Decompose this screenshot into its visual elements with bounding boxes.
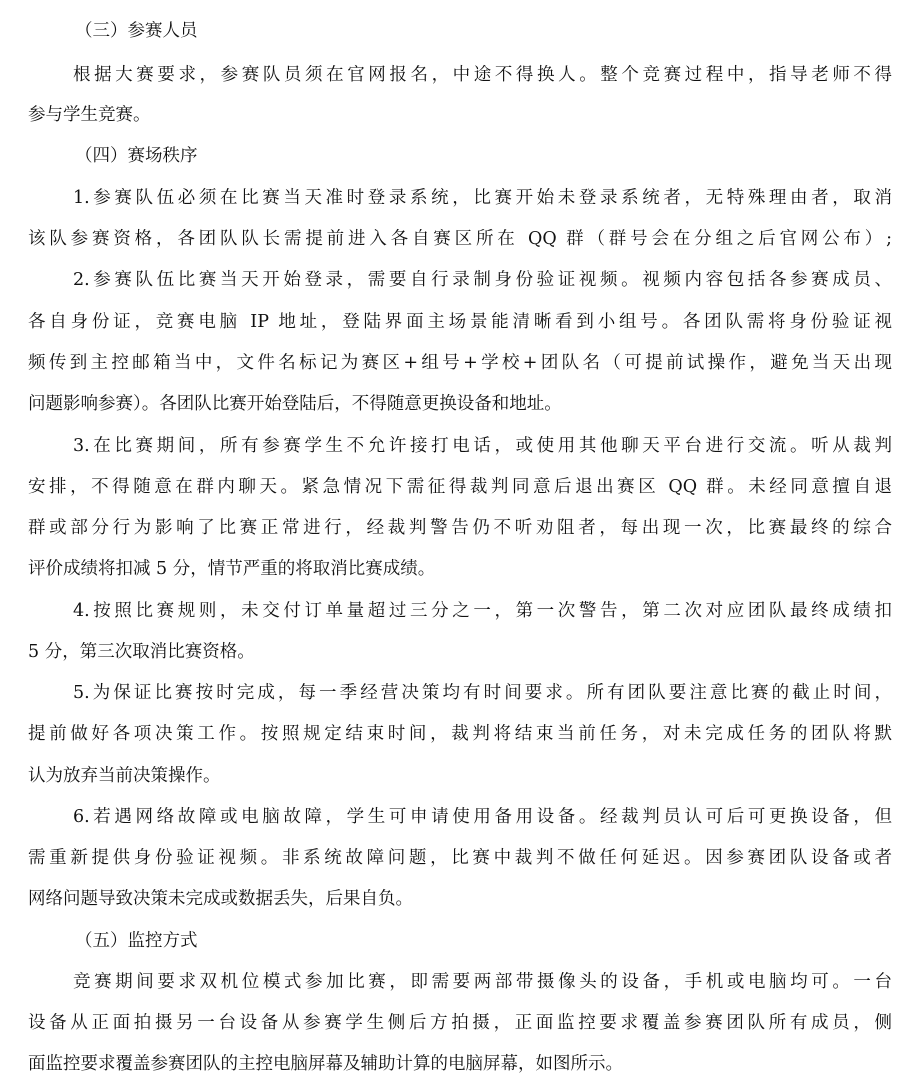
section-heading-5: （五）监控方式	[75, 931, 198, 951]
paragraph-line: 各自身份证，竞赛电脑 IP 地址，登陆界面主场景能清晰看到小组号。各团队需将身份验证视	[28, 312, 892, 332]
paragraph-line: 该队参赛资格，各团队队长需提前进入各自赛区所在 QQ 群（群号会在分组之后官网公布）;	[28, 229, 892, 249]
paragraph-line: 1.参赛队伍必须在比赛当天准时登录系统，比赛开始未登录系统者，无特殊理由者，取消	[73, 188, 892, 208]
paragraph-line: 安排，不得随意在群内聊天。紧急情况下需征得裁判同意后退出赛区 QQ 群。未经同意擅自退	[28, 477, 892, 497]
paragraph-line: 需重新提供身份验证视频。非系统故障问题，比赛中裁判不做任何延迟。因参赛团队设备或者	[28, 848, 892, 868]
paragraph-line: 5 分，第三次取消比赛资格。	[28, 642, 255, 662]
paragraph-line: 5.为保证比赛按时完成，每一季经营决策均有时间要求。所有团队要注意比赛的截止时间，	[73, 683, 892, 703]
paragraph-line: 参与学生竞赛。	[28, 105, 151, 125]
paragraph-line: 频传到主控邮箱当中，文件名标记为赛区+组号+学校+团队名（可提前试操作，避免当天出现	[28, 353, 892, 373]
paragraph-line: 6.若遇网络故障或电脑故障，学生可申请使用备用设备。经裁判员认可后可更换设备，但	[73, 807, 892, 827]
paragraph-line: 根据大赛要求，参赛队员须在官网报名，中途不得换人。整个竞赛过程中，指导老师不得	[73, 65, 892, 85]
paragraph-line: 评价成绩将扣减 5 分，情节严重的将取消比赛成绩。	[28, 559, 436, 579]
paragraph-line: 网络问题导致决策未完成或数据丢失，后果自负。	[28, 889, 413, 909]
section-heading-4: （四）赛场秩序	[75, 146, 198, 166]
paragraph-line: 认为放弃当前决策操作。	[28, 766, 221, 786]
paragraph-line: 提前做好各项决策工作。按照规定结束时间，裁判将结束当前任务，对未完成任务的团队将默	[28, 724, 892, 744]
paragraph-line: 设备从正面拍摄另一台设备从参赛学生侧后方拍摄，正面监控要求覆盖参赛团队所有成员，侧	[28, 1013, 892, 1033]
paragraph-line: 问题影响参赛）。各团队比赛开始登陆后，不得随意更换设备和地址。	[28, 394, 562, 414]
paragraph-line: 群或部分行为影响了比赛正常进行，经裁判警告仍不听劝阻者，每出现一次，比赛最终的综合	[28, 518, 892, 538]
paragraph-line: 竞赛期间要求双机位模式参加比赛，即需要两部带摄像头的设备，手机或电脑均可。一台	[73, 972, 892, 992]
paragraph-line: 面监控要求覆盖参赛团队的主控电脑屏幕及辅助计算的电脑屏幕，如图所示。	[28, 1054, 623, 1074]
paragraph-line: 2.参赛队伍比赛当天开始登录，需要自行录制身份验证视频。视频内容包括各参赛成员、	[73, 270, 892, 290]
paragraph-line: 4.按照比赛规则，未交付订单量超过三分之一，第一次警告，第二次对应团队最终成绩扣	[73, 601, 892, 621]
paragraph-line: 3.在比赛期间，所有参赛学生不允许接打电话，或使用其他聊天平台进行交流。听从裁判	[73, 436, 892, 456]
section-heading-3: （三）参赛人员	[75, 21, 198, 41]
